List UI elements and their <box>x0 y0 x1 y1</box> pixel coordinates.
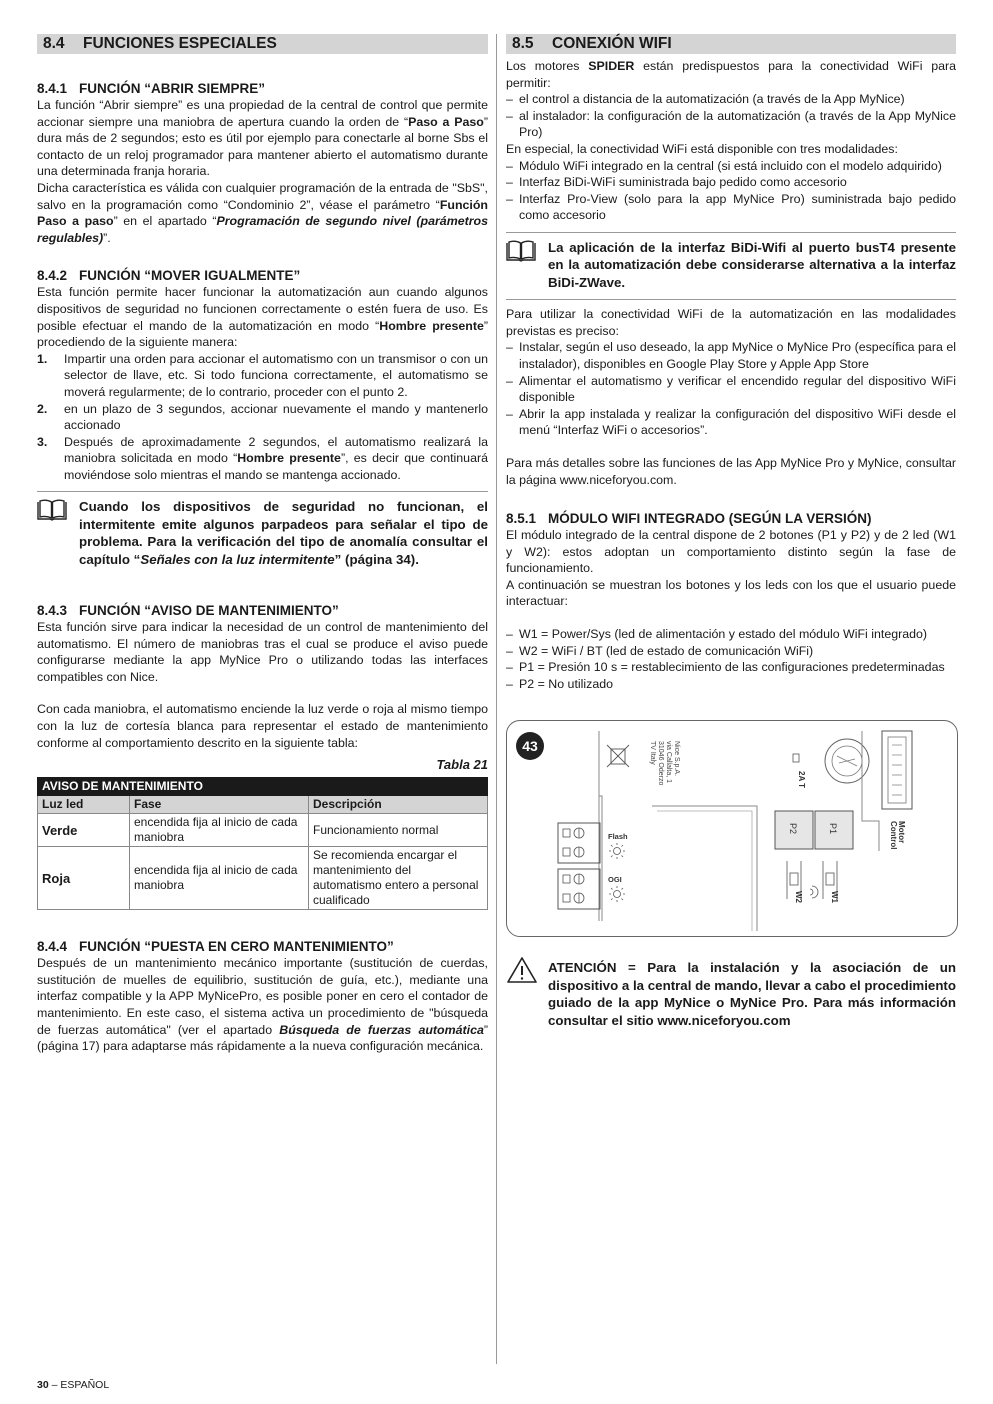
table-cell: Funcionamiento normal <box>309 814 488 847</box>
section-title: FUNCIONES ESPECIALES <box>83 35 277 52</box>
aviso-paragraph-2: Con cada maniobra, el automatismo enciende la luz verde o roja al mismo tiempo con la luz de cortesía blanca para representar el estado de mantenimiento conforme al comportamiento descrito en la siguiente tabla: <box>37 702 488 750</box>
motor-connector-icon <box>882 731 912 809</box>
p1-label: P1 <box>828 823 838 835</box>
step-1: 1. Impartir una orden para accionar el automatismo con un transmisor o con un selector de llave, etc. Si todo funciona correctamente, el automatismo se moverá regularmente; de lo contrario, proceder con el punto 2. <box>37 351 488 399</box>
table-row <box>38 814 488 847</box>
subsection-number: 8.4.2 <box>37 268 68 284</box>
table-cell: Roja <box>38 847 130 910</box>
mover-igualmente-paragraph: Esta función permite hacer funcionar la automatización aun cuando algunos dispositivos de seguridad no funcionen correctamente o estén fuera de uso. Es posible efectuar el mando de la automatización en modo “Hombre presente” procediendo de la siguiente manera: <box>37 285 488 350</box>
aviso-paragraph-1: Esta función sirve para indicar la necesidad de un control de mantenimiento del automatismo. El número de maniobras tras el cual se produce el aviso puede configurarse mediante la app MyNice Pro o utilizando todas las interfaces compatibles con Nice. <box>37 620 488 684</box>
list-item: – W2 = WiFi / BT (led de estado de comunicación WiFi) <box>506 643 956 660</box>
table-row <box>38 847 488 910</box>
section-8-4-2-heading <box>37 267 488 284</box>
list-item: – Alimentar el automatismo y verificar el encendido regular del dispositivo WiFi disponible <box>506 373 956 406</box>
figure-number: 43 <box>522 738 538 755</box>
subsection-title: FUNCIÓN “ABRIR SIEMPRE” <box>79 81 266 96</box>
list-item: – al instalador: la configuración de la automatización (a través de la App MyNice Pro) <box>506 108 956 141</box>
attention-note: ATENCIÓN = Para la instalación y la asociación de un dispositivo a la central de mando, llevar a cabo el procedimiento guiado de la app MyNice o MyNice Pro. Para más información consultar el sitio www.niceforyou.com <box>506 959 956 1029</box>
step-3: 3. Después de aproximadamente 2 segundos, el automatismo realizará la maniobra solicitada en modo “Hombre presente”, es decir que continuará moviéndose solo mientras el mando se mantenga accionado. <box>37 434 488 482</box>
list-item: – el control a distancia de la automatización (a través de la App MyNice) <box>506 91 956 108</box>
subsection-number: 8.5.1 <box>506 511 537 527</box>
section-title: CONEXIÓN WIFI <box>552 35 672 52</box>
list-item: – P1 = Presión 10 s = restablecimiento de las configuraciones predeterminadas <box>506 659 956 676</box>
subsection-number: 8.4.3 <box>37 603 68 619</box>
section-8-4-header <box>37 34 488 54</box>
subsection-title: FUNCIÓN “PUESTA EN CERO MANTENIMIENTO” <box>79 939 394 955</box>
section-8-4-1-heading <box>37 80 488 97</box>
subsection-title: MÓDULO WIFI INTEGRADO (SEGÚN LA VERSIÓN) <box>548 511 872 527</box>
subsection-title: FUNCIÓN “MOVER IGUALMENTE” <box>79 268 301 284</box>
ogi-label: OGI <box>608 875 622 885</box>
table-title: AVISO DE MANTENIMIENTO <box>38 778 488 796</box>
section-number: 8.5 <box>512 35 534 52</box>
control-label: Control <box>889 821 898 850</box>
fuse-label: 2A T <box>797 771 806 789</box>
fuse-icon <box>793 754 799 762</box>
info-note: La aplicación de la interfaz BiDi-Wifi al puerto busT4 presente en la automatización debe considerarse alternativa a la interfaz BiDi-ZWave. <box>506 239 956 291</box>
list-item: – Módulo WiFi integrado en la central (si está incluido con el modelo adquirido) <box>506 158 956 175</box>
warning-icon <box>506 956 538 984</box>
list-item: – P2 = No utilizado <box>506 676 956 693</box>
abrir-siempre-paragraph-1: La función “Abrir siempre” es una propiedad de la central de control que permite accionar siempre una maniobra de apertura cuando la orden de “Paso a Paso” dura más de 2 segundos; esto es útil por ejemplo para conectarle al borne Sbs el contacto de un reloj programador para mantener abierto el automatismo durante una determinada franja horaria. <box>37 98 488 179</box>
address-line: Nice S.p.A. <box>673 741 680 777</box>
w2-led-icon <box>790 873 798 885</box>
weee-bin-icon <box>607 745 629 767</box>
motor-label: Motor <box>897 821 906 844</box>
page-footer <box>37 1379 109 1391</box>
p2-label: P2 <box>788 823 798 835</box>
section-8-5-header <box>506 34 956 54</box>
table-cell: Verde <box>38 814 130 847</box>
right-column <box>506 34 956 1029</box>
w2-label: W2 <box>794 891 803 904</box>
wifi-signal-icon <box>810 886 818 898</box>
subsection-number: 8.4.4 <box>37 939 68 955</box>
w1-label: W1 <box>830 891 839 904</box>
address-line: via Callalta, 1 <box>665 741 672 784</box>
page-number: 30 <box>37 1379 49 1391</box>
left-column <box>37 34 488 1055</box>
table-cell: encendida fija al inicio de cada maniobra <box>130 847 309 910</box>
board-diagram <box>507 721 957 936</box>
flash-lamp-icon <box>609 843 625 859</box>
table-caption: Tabla 21 <box>436 757 488 773</box>
step-2: 2. en un plazo de 3 segundos, accionar nuevamente el mando y mantenerlo accionado <box>37 401 488 433</box>
column-header: Descripción <box>309 796 488 814</box>
list-item: – Abrir la app instalada y realizar la configuración del dispositivo WiFi desde el menú “Interfaz WiFi o accesorios”. <box>506 406 956 439</box>
list-item: – Interfaz Pro-View (solo para la app MyNice Pro) suministrada bajo pedido como accesorio <box>506 191 956 224</box>
maintenance-table <box>37 777 488 910</box>
book-icon <box>506 240 536 262</box>
abrir-siempre-paragraph-2: Dicha característica es válida con cualquier programación de la entrada de "SbS", salvo en la programación como “Condominio 2”, véase el parámetro “Función Paso a paso” en el apartado “Programación de segundo nivel (parámetros regulables)”. <box>37 180 489 245</box>
wifi-usage-intro: Para utilizar la conectividad WiFi de la automatización en las modalidades previstas es preciso: <box>506 307 956 338</box>
puesta-cero-paragraph: Después de un mantenimiento mecánico importante (sustitución de cuerdas, sustitución de muelles de equilibrio, sustitución de guía, etc.), mediante una interfaz compatible y la APP MyNicePro, es posible poner en cero el contador de mantenimiento. En este caso, el sistema activa un procedimiento de "búsqueda de fuerzas automática" (ver el apartado Búsqueda de fuerzas automática” (página 17) para adaptarse más rápidamente a la nueva configuración mecánica. <box>37 956 489 1054</box>
list-item: – Interfaz BiDi-WiFi suministrada bajo pedido como accesorio <box>506 174 956 191</box>
section-8-4-4-heading <box>37 938 488 955</box>
column-divider <box>496 34 497 1364</box>
section-number: 8.4 <box>43 35 65 52</box>
section-8-4-3-heading <box>37 602 488 619</box>
column-header: Fase <box>130 796 309 814</box>
column-header: Luz led <box>38 796 130 814</box>
book-icon <box>37 499 67 521</box>
flash-label: Flash <box>608 832 628 842</box>
table-cell: encendida fija al inicio de cada maniobra <box>130 814 309 847</box>
address-line: 31046 Oderzo <box>657 741 664 786</box>
module-paragraph-2: A continuación se muestran los botones y los leds con los que el usuario puede interactuar: <box>506 577 956 609</box>
info-note: Cuando los dispositivos de seguridad no funcionan, el intermitente emite algunos parpadeos para señalar el tipo de problema. Para la verificación del tipo de anomalía consultar el capítulo “Señales con la luz intermitente” (página 34). <box>37 498 488 568</box>
wifi-intro: Los motores SPIDER están predispuestos para la conectividad WiFi para permitir: <box>506 59 957 90</box>
figure-43-board-diagram <box>506 720 958 937</box>
wifi-modes-intro: En especial, la conectividad WiFi está disponible con tres modalidades: <box>506 141 898 156</box>
table-cell: Se recomienda encargar el mantenimiento del automatismo entero a personal cualificado <box>309 847 488 910</box>
ogi-lamp-icon <box>609 886 625 902</box>
wifi-more-info: Para más detalles sobre las funciones de las App MyNice Pro y MyNice, consultar la página www.niceforyou.com. <box>506 455 956 487</box>
module-paragraph-1: El módulo integrado de la central dispone de 2 botones (P1 y P2) y de 2 led (W1 y W2): estos adoptan un comportamiento distinto según la fase de funcionamiento. <box>506 528 956 576</box>
subsection-title: FUNCIÓN “AVISO DE MANTENIMIENTO” <box>79 603 339 619</box>
w1-led-icon <box>826 873 834 885</box>
section-8-5-1-heading <box>506 510 956 527</box>
subsection-number: 8.4.1 <box>37 81 68 96</box>
footer-language: – ESPAÑOL <box>48 1379 110 1391</box>
list-item: – W1 = Power/Sys (led de alimentación y estado del módulo WiFi integrado) <box>506 626 956 643</box>
address-line: TV Italy <box>649 741 656 766</box>
list-item: – Instalar, según el uso deseado, la app MyNice o MyNice Pro (específica para el instalador), disponibles en Google Play Store y Apple App Store <box>506 339 956 372</box>
